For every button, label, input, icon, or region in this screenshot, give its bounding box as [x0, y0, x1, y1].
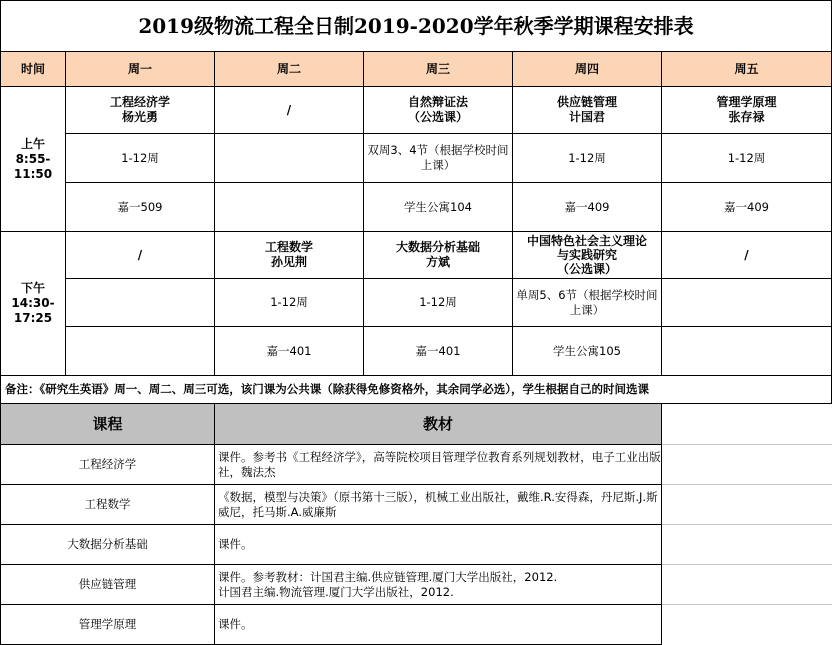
textbook-course: 工程经济学 [0, 444, 215, 485]
weeks-tue-am [214, 133, 364, 183]
textbook-course: 供应链管理 [0, 564, 215, 605]
course-wed-pm [363, 231, 513, 279]
textbook-book: 课件。 [214, 604, 662, 645]
course-type: （公选课） [556, 262, 617, 276]
weeks-thu-am: 1-12周 [512, 133, 662, 183]
weeks-thu-pm: 单周5、6节（根据学校时间上课） [512, 278, 662, 327]
course-fri-pm: / [661, 231, 832, 279]
header-monday: 周一 [65, 51, 215, 87]
textbook-course: 管理学原理 [0, 604, 215, 645]
course-type: （公选课） [407, 110, 468, 124]
course-name: 工程数学 [264, 240, 313, 254]
course-thu-am [512, 86, 662, 134]
course-name: 供应链管理 [556, 95, 617, 109]
textbook-header-book: 教材 [214, 403, 662, 445]
course-teacher: 方斌 [425, 255, 450, 269]
room-tue-am [214, 182, 364, 232]
textbook-course: 大数据分析基础 [0, 524, 215, 565]
room-wed-am: 学生公寓104 [363, 182, 513, 232]
time-end: 11:50 [13, 166, 53, 181]
course-thu-pm [512, 231, 662, 279]
course-name: 工程经济学 [109, 95, 170, 109]
header-wednesday: 周三 [363, 51, 513, 87]
time-label: 下午 [20, 281, 45, 295]
room-tue-pm: 嘉一401 [214, 326, 364, 376]
course-teacher: 计国君 [568, 110, 605, 124]
weeks-wed-am: 双周3、4节（根据学校时间上课） [363, 133, 513, 183]
weeks-mon-am: 1-12周 [65, 133, 215, 183]
header-tuesday: 周二 [214, 51, 364, 87]
header-friday: 周五 [661, 51, 832, 87]
header-time: 时间 [0, 51, 66, 87]
course-name: 中国特色社会主义理论 [526, 234, 647, 248]
course-name: 大数据分析基础 [395, 240, 480, 254]
time-start: 14:30- [11, 296, 55, 310]
gridline [660, 444, 832, 445]
gridline [660, 564, 832, 565]
textbook-book: 课件。参考教材：计国君主编.供应链管理.厦门大学出版社，2012. 计国君主编.物流管理.厦门大学出版社，2012. [214, 564, 662, 605]
textbook-book: 《数据，模型与决策》（原书第十三版），机械工业出版社，戴维.R.安得森，丹尼斯.J.斯威尼，托马斯.A.威廉斯 [214, 484, 662, 525]
course-teacher: 孙见荆 [270, 255, 307, 269]
course-mon-pm: / [65, 231, 215, 279]
weeks-wed-pm: 1-12周 [363, 278, 513, 327]
room-mon-am: 嘉一509 [65, 182, 215, 232]
weeks-mon-pm [65, 278, 215, 327]
textbook-book: 课件。参考书《工程经济学》，高等院校项目管理学位教育系列规划教材，电子工业出版社，魏法杰 [214, 444, 662, 485]
gridline [660, 604, 832, 605]
textbook-header-course: 课程 [0, 403, 215, 445]
room-mon-pm [65, 326, 215, 376]
page-title: 2019级物流工程全日制2019-2020学年秋季学期课程安排表 [0, 0, 832, 52]
time-morning [0, 86, 66, 232]
course-fri-am [661, 86, 832, 134]
textbook-course: 工程数学 [0, 484, 215, 525]
header-thursday: 周四 [512, 51, 662, 87]
course-name-cont: 与实践研究 [556, 248, 617, 262]
textbook-book: 课件。 [214, 524, 662, 565]
time-label: 上午 [20, 136, 45, 151]
course-mon-am [65, 86, 215, 134]
room-fri-am: 嘉一409 [661, 182, 832, 232]
gridline [660, 484, 832, 485]
time-end: 17:25 [13, 311, 53, 325]
course-name: 自然辩证法 [407, 95, 468, 109]
course-wed-am [363, 86, 513, 134]
room-wed-pm: 嘉一401 [363, 326, 513, 376]
time-afternoon [0, 231, 66, 376]
course-tue-pm [214, 231, 364, 279]
schedule-note: 备注：《研究生英语》周一、周二、周三可选，该门课为公共课（除获得免修资格外，其余同学必选），学生根据自己的时间选课 [0, 375, 832, 404]
room-fri-pm [661, 326, 832, 376]
time-start: 8:55- [15, 151, 51, 166]
room-thu-am: 嘉一409 [512, 182, 662, 232]
course-teacher: 张存禄 [728, 110, 765, 124]
course-name: 管理学原理 [716, 95, 777, 109]
weeks-fri-pm [661, 278, 832, 327]
weeks-fri-am: 1-12周 [661, 133, 832, 183]
course-tue-am: / [214, 86, 364, 134]
course-teacher: 杨光勇 [121, 110, 158, 124]
weeks-tue-pm: 1-12周 [214, 278, 364, 327]
room-thu-pm: 学生公寓105 [512, 326, 662, 376]
gridline [660, 524, 832, 525]
